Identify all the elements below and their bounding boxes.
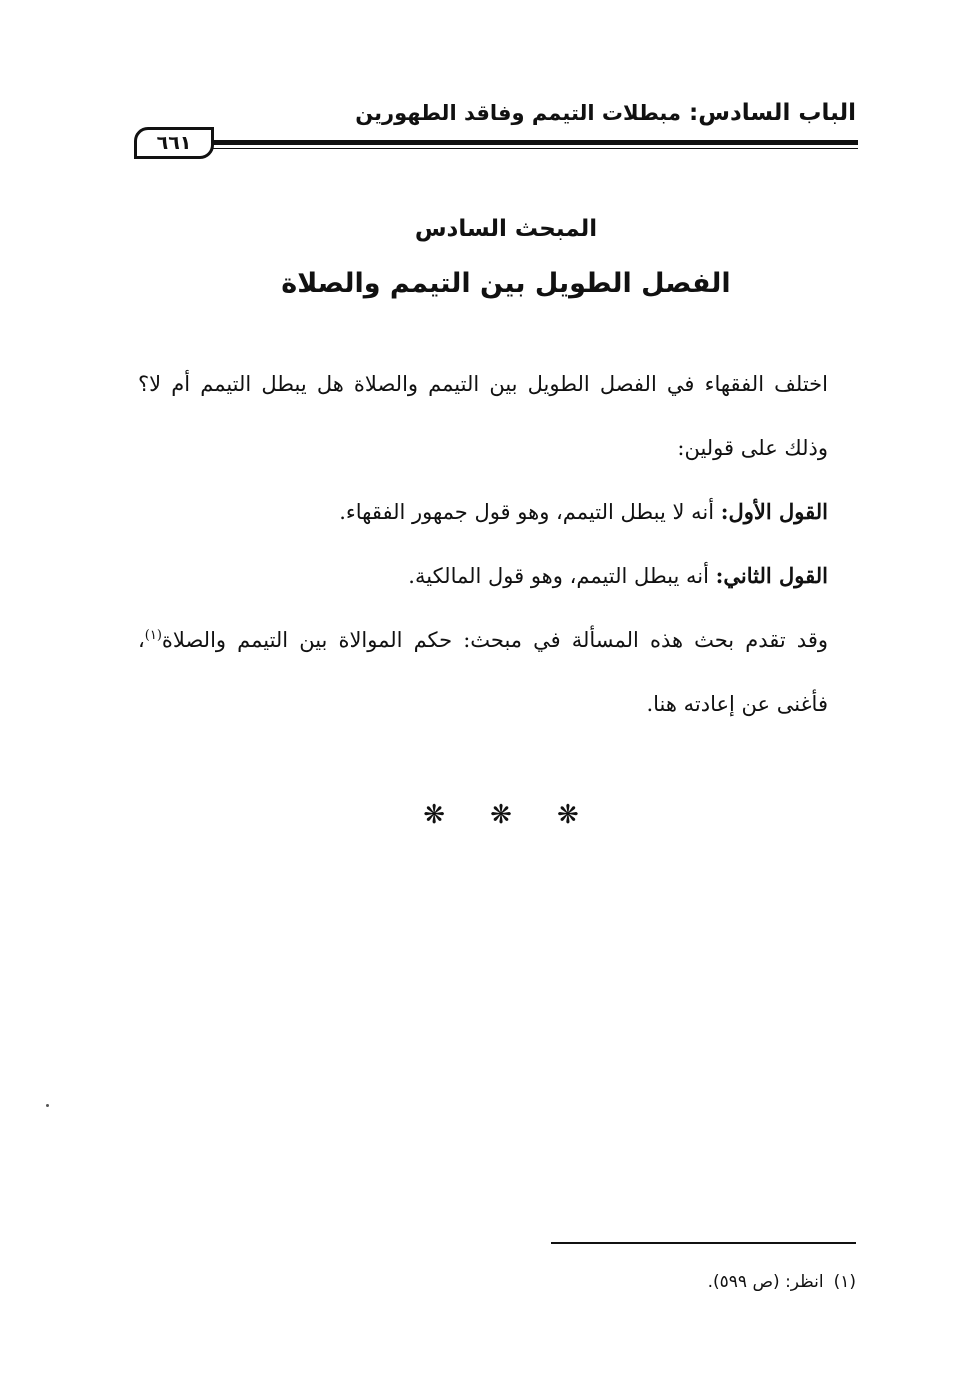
opinion-2-text: أنه يبطل التيمم، وهو قول المالكية. — [408, 564, 716, 588]
opinion-2-paragraph — [138, 544, 828, 608]
section-label — [0, 216, 956, 242]
section-label-text: المبحث السادس — [414, 216, 598, 242]
section-title — [0, 268, 956, 299]
opinion-1-text: أنه لا يبطل التيمم، وهو قول جمهور الفقهاء. — [339, 500, 721, 524]
asterism-star-icon: ❋ — [490, 800, 512, 830]
header-rule-thin — [212, 148, 858, 149]
closing-paragraph — [138, 608, 828, 736]
page-number — [134, 127, 214, 159]
section-title-text: الفصل الطويل بين التيمم والصلاة — [281, 268, 731, 299]
closing-text: وقد تقدم بحث هذه المسألة في مبحث: حكم الموالاة بين التيمم والصلاة — [161, 628, 828, 652]
header-rule — [212, 140, 858, 145]
footnote-text: انظر: (ص ٥٩٩). — [707, 1272, 824, 1292]
section-separator — [0, 800, 956, 830]
footnote-1 — [708, 1272, 856, 1292]
intro-text: اختلف الفقهاء في الفصل الطويل بين التيمم والصلاة هل يبطل التيمم أم لا؟ وذلك على قولين: — [138, 372, 828, 460]
closing-text-end: ، فأغنى عن إعادته هنا. — [138, 628, 828, 716]
footnote-number: (١) — [833, 1272, 856, 1292]
scan-speck — [46, 1104, 49, 1107]
asterism-star-icon: ❋ — [556, 800, 579, 830]
page-number-text: ٦٦١ — [156, 132, 192, 154]
intro-paragraph — [138, 352, 828, 480]
body-text — [138, 352, 828, 736]
opinion-2-label: القول الثاني: — [715, 563, 828, 588]
footnote-rule — [551, 1242, 856, 1244]
opinion-1-label: القول الأول: — [720, 499, 828, 524]
asterism-star-icon: ❋ — [423, 800, 446, 830]
opinion-1-paragraph — [138, 480, 828, 544]
footnote-reference[interactable]: (١) — [144, 628, 162, 643]
chapter-topic: مبطلات التيمم وفاقد الطهورين — [355, 101, 682, 125]
running-header — [355, 100, 856, 126]
chapter-label: الباب السادس: — [689, 100, 856, 126]
